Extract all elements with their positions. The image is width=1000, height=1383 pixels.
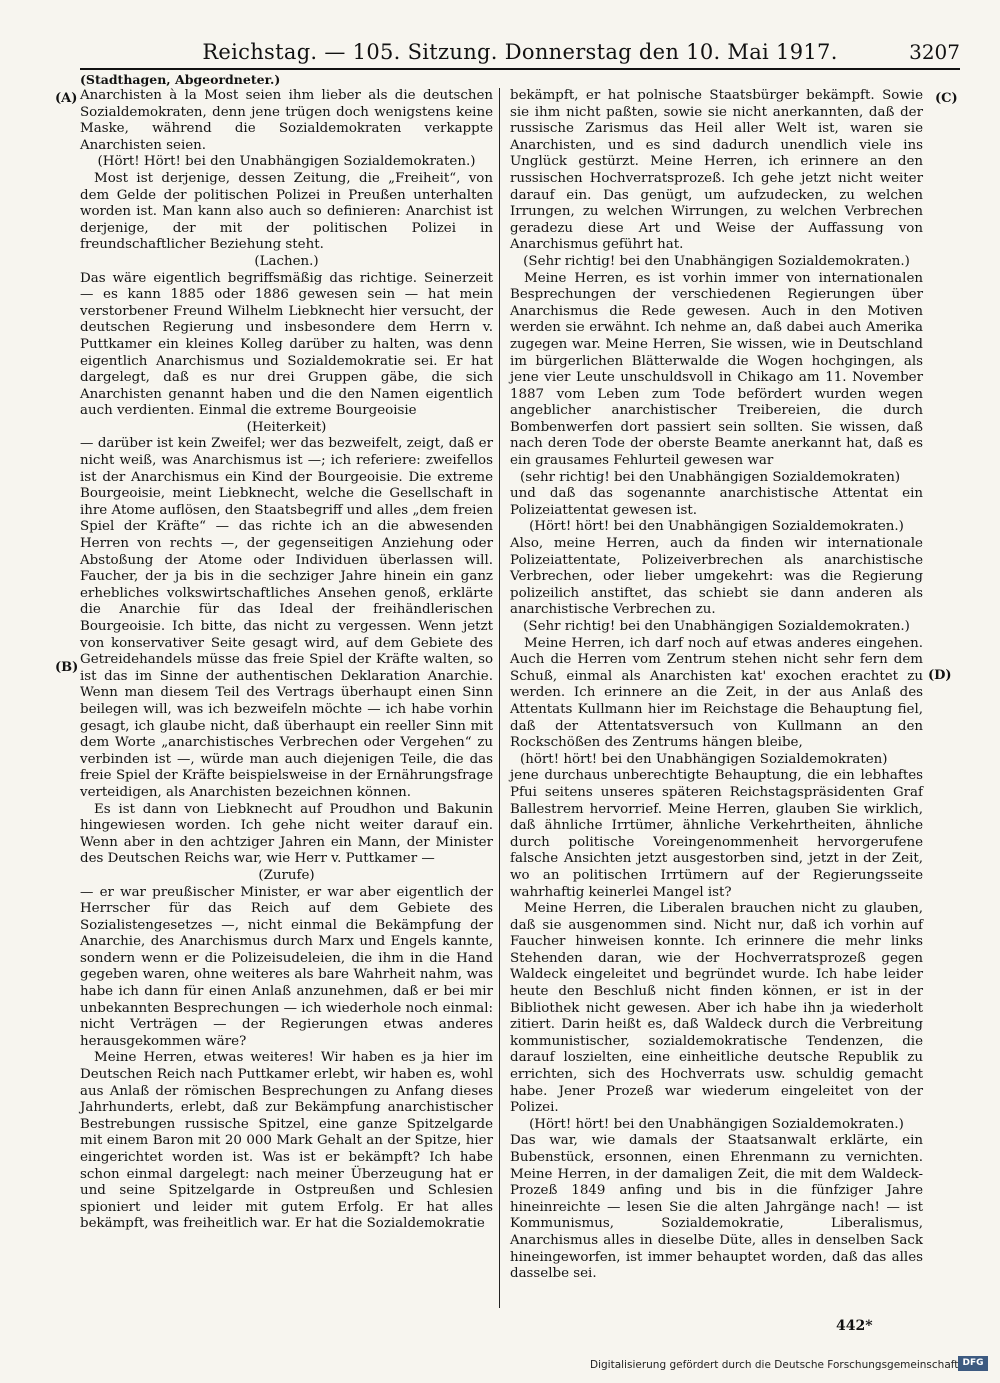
interjection: (Lachen.) [254, 253, 319, 269]
digitization-credit: Digitalisierung gefördert durch die Deutsche Forschungsgemeinschaft [590, 1359, 959, 1371]
paragraph: Also, meine Herren, auch da finden wir internationale Polizeiattentate, Polizeiverbrechen als anarchistische Verbrechen, oder lieber umgekehrt: was die Regierung polizeilich anstiftet, das schiebt sie dann anderen als anarchistische Verbrechen zu. [510, 536, 923, 618]
paragraph: bekämpft, er hat polnische Staatsbürger bekämpft. Sowie sie ihm nicht paßten, sowie sie nicht anerkannten, daß der russische Zarismus das Heil aller Welt ist, waren sie Anarchisten, und es sind dadurch unendlich viele ins Unglück gestürzt. Meine Herren, ich erinnere an den russischen Hochverratsprozeß. Ich gehe jetzt nicht weiter darauf ein. Das genügt, um aufzudecken, zu welchen Irrungen, zu welchen Wirrungen, zu welchen Verbrechen geradezu diese Art und Weise der Auffassung von Anarchismus geführt hat. [510, 88, 923, 253]
interjection: (Hört! Hört! bei den Unabhängigen Sozialdemokraten.) [97, 154, 476, 170]
interjection: (Sehr richtig! bei den Unabhängigen Sozialdemokraten.) [523, 619, 910, 634]
page-number: 3207 [909, 40, 960, 64]
paragraph: Es ist dann von Liebknecht auf Proudhon und Bakunin hingewiesen worden. Ich gehe nicht weiter darauf ein. Wenn aber in den achtziger Jahren ein Mann, der Minister des Deutschen Reichs war, wie Herr v. Puttkamer — [80, 801, 493, 867]
margin-marker-d: (D) [928, 668, 952, 683]
margin-marker-c: (C) [935, 91, 958, 106]
margin-marker-a: (A) [55, 91, 78, 106]
paragraph: jene durchaus unberechtigte Behauptung, die ein lebhaftes Pfui seitens unseres späteren Reichstagspräsidenten Graf Ballestrem hervorrief. Meine Herren, glauben Sie wirklich, daß ähnliche Irrtümer, ähnliche Verkehrtheiten, ähnliche durch politische Voreingenommenheit hervorgerufene falsche Ansichten jetzt ausgestorben sind, jetzt in der Zeit, wo an politischen Irrtümern auf der Regierungsseite wahrhaftig keinerlei Mangel ist? [510, 768, 923, 900]
page-header [80, 38, 960, 70]
paragraph: Das wäre eigentlich begriffsmäßig das richtige. Seinerzeit — es kann 1885 oder 1886 gewesen sein — hat mein verstorbener Freund Wilhelm Liebknecht hier versucht, der deutschen Regierung und insbesondere dem Herrn v. Puttkamer ein kleines Kolleg darüber zu halten, was denn eigentlich Anarchismus und Sozialdemokratie sei. Er hat dargelegt, daß es nur drei Gruppen gäbe, die sich Anarchisten genannt haben und die den Namen eigentlich auch verdienten. Einmal die extreme Bourgeoisie [80, 270, 493, 419]
running-title: Reichstag. — 105. Sitzung. Donnerstag den 10. Mai 1917. [202, 40, 838, 64]
paragraph: Meine Herren, die Liberalen brauchen nicht zu glauben, daß sie ausgenommen sind. Nicht nur, daß ich vorhin auf Faucher hinweisen konnte. Ich erinnere die mehr links Stehenden daran, wie der Hochverratsprozeß gegen Waldeck eingeleitet und begründet wurde. Ich habe leider heute den Beschluß nicht finden können, er ist in der Bibliothek nicht gewesen. Aber ich habe ihn ja wiederholt zitiert. Darin heißt es, daß Waldeck durch die Verbreitung kommunistischer, sozialdemokratische Tendenzen, die darauf loszielten, eine einheitliche deutsche Republik zu errichten, sich des Hochverrats usw. schuldig gemacht habe. Jener Prozeß war wiederum eingeleitet von der Polizei. [510, 901, 923, 1116]
paragraph: Das war, wie damals der Staatsanwalt erklärte, ein Bubenstück, ersonnen, einen Ehrenmann zu vernichten. Meine Herren, in der damaligen Zeit, die mit dem Waldeck-Prozeß 1849 anfing und bis in die fünfziger Jahre hineinreichte — lesen Sie die alten Jahrgänge nach! — ist Kommunismus, Sozialdemokratie, Liberalismus, Anarchismus alles in dieselbe Düte, alles in denselben Sack hineingeworfen, ist immer behauptet worden, daß das alles dasselbe sei. [510, 1133, 923, 1282]
paragraph: Meine Herren, etwas weiteres! Wir haben es ja hier im Deutschen Reich nach Puttkamer erlebt, wir haben es, wohl aus Anlaß der römischen Besprechungen zu Anfang dieses Jahrhunderts, erlebt, daß zur Bekämpfung anarchistischer Bestrebungen russische Spitzel, eine ganze Spitzelgarde mit einem Baron mit 20 000 Mark Gehalt an der Spitze, hier eingerichtet worden ist. Was ist er bekämpft? Ich habe schon einmal dargelegt: nach meiner Überzeugung hat er und seine Spitzelgarde in Ostpreußen und Schlesien spioniert und leider mit gutem Erfolg. Er hat alles bekämpft, was freiheitlich war. Er hat die Sozialdemokratie [80, 1050, 493, 1232]
dfg-logo: DFG [958, 1356, 988, 1371]
paragraph: — er war preußischer Minister, er war aber eigentlich der Herrscher für das Reich auf dem Gebiete des Sozialistengesetzes —, nicht einmal die Bekämpfung der Anarchie, des Anarchismus durch Marx und Engels kannte, sondern wenn er die Polizeisudeleien, die ihm in die Hand gegeben waren, ohne weiteres als bare Wahrheit nahm, was habe ich dann für einen Anlaß anzunehmen, daß er bei mir unbekannten Besprechungen — ich wiederhole noch einmal: nicht Verträgen — der Regierungen etwas anderes herausgekommen wäre? [80, 884, 493, 1049]
paragraph: Anarchisten à la Most seien ihm lieber als die deutschen Sozialdemokraten, denn jene trügen doch wenigstens keine Maske, während die Sozialdemokraten verkappte Anarchisten seien. [80, 88, 493, 153]
interjection: (Heiterkeit) [246, 419, 327, 435]
paragraph: und daß das sogenannte anarchistische Attentat ein Polizeiattentat gewesen ist. [510, 486, 923, 518]
interjection: (hört! hört! bei den Unabhängigen Sozialdemokraten) [520, 751, 888, 767]
interjection: (Sehr richtig! bei den Unabhängigen Sozialdemokraten.) [523, 253, 910, 269]
signature-mark: 442* [836, 1318, 873, 1334]
paragraph: Most ist derjenige, dessen Zeitung, die „Freiheit“, von dem Gelde der politischen Polizei in Preußen unterhalten worden ist. Man kann also auch so definieren: Anarchist ist derjenige, der mit der politischen Polizei in freundschaftlicher Beziehung steht. [80, 170, 493, 253]
paragraph: Meine Herren, ich darf noch auf etwas anderes eingehen. Auch die Herren vom Zentrum stehen nicht sehr fern dem Schuß, einmal als Anarchisten kat' exochen erachtet zu werden. Ich erinnere an die Zeit, in der aus Anlaß des Attentats Kullmann hier im Reichstage die Behauptung fiel, daß der Attentatsversuch von Kullmann an den Rockschößen des Zentrums hängen bleibe, [510, 635, 923, 751]
margin-marker-b: (B) [55, 660, 79, 675]
interjection: (Hört! hört! bei den Unabhängigen Sozialdemokraten.) [529, 519, 904, 535]
left-column [80, 88, 493, 1233]
speaker-label: (Stadthagen, Abgeordneter.) [80, 72, 281, 87]
interjection: (Hört! hört! bei den Unabhängigen Sozialdemokraten.) [529, 1116, 904, 1132]
paragraph: Meine Herren, es ist vorhin immer von internationalen Besprechungen der verschiedenen Regierungen über Anarchismus die Rede gewesen. Auch in den Motiven werden sie erwähnt. Ich nehme an, daß dabei auch Amerika zugegen war. Meine Herren, Sie wissen, wie in Deutschland im bürgerlichen Blätterwalde die Wogen hochgingen, als jene vier Leute unschuldsvoll in Chikago am 11. November 1887 vom Leben zum Tode befördert wurden wegen angeblicher anarchistischer Treibereien, die durch Bombenwerfen dort passiert sein sollten. Sie wissen, daß nach deren Tode der oberste Beamte anerkannt hat, daß es ein grausames Fehlurteil gewesen war [510, 270, 923, 469]
interjection: (Zurufe) [258, 867, 315, 883]
interjection: (sehr richtig! bei den Unabhängigen Sozialdemokraten) [520, 469, 901, 485]
paragraph: — darüber ist kein Zweifel; wer das bezweifelt, zeigt, daß er nicht weiß, was Anarchismus ist —; ich referiere: zweifellos ist der Anarchismus ein Kind der Bourgeoisie. Die extreme Bourgeoisie, meint Liebknecht, welche die Gesellschaft in ihre Atome auflösen, den Staatsbegriff und alles „dem freien Spiel der Kräfte“ — das richte ich an die abwesenden Herren von rechts —, der gegenseitigen Anziehung oder Abstoßung der Atome oder Individuen überlassen will. Faucher, der ja bis in die sechziger Jahre hinein ein ganz erhebliches volkswirtschaftliches Ansehen genoß, erklärte die Anarchie für das Ideal der freihändlerischen Bourgeoisie. Ich bitte, das nicht zu vergessen. Wenn jetzt von konservativer Seite gesagt wird, auf dem Gebiete des Getreidehandels müsse das freie Spiel der Kräfte walten, so ist das im Sinne der authentischen Deklaration Anarchie. Wenn man diesem Teil des Vertrags überhaupt einen Sinn beilegen will, was ich bezweifeln möchte — ich habe vorhin gesagt, ich glaube nicht, daß überhaupt ein reeller Sinn mit dem Worte „anarchistisches Verbrechen oder Vergehen“ zu verbinden ist —, würde man auch diejenigen Teile, die das freie Spiel der Kräfte beispielsweise in der Ernährungsfrage verteidigen, als Anarchisten bezeichnen können. [80, 436, 493, 800]
right-column [510, 88, 923, 1283]
column-divider [499, 88, 500, 1308]
